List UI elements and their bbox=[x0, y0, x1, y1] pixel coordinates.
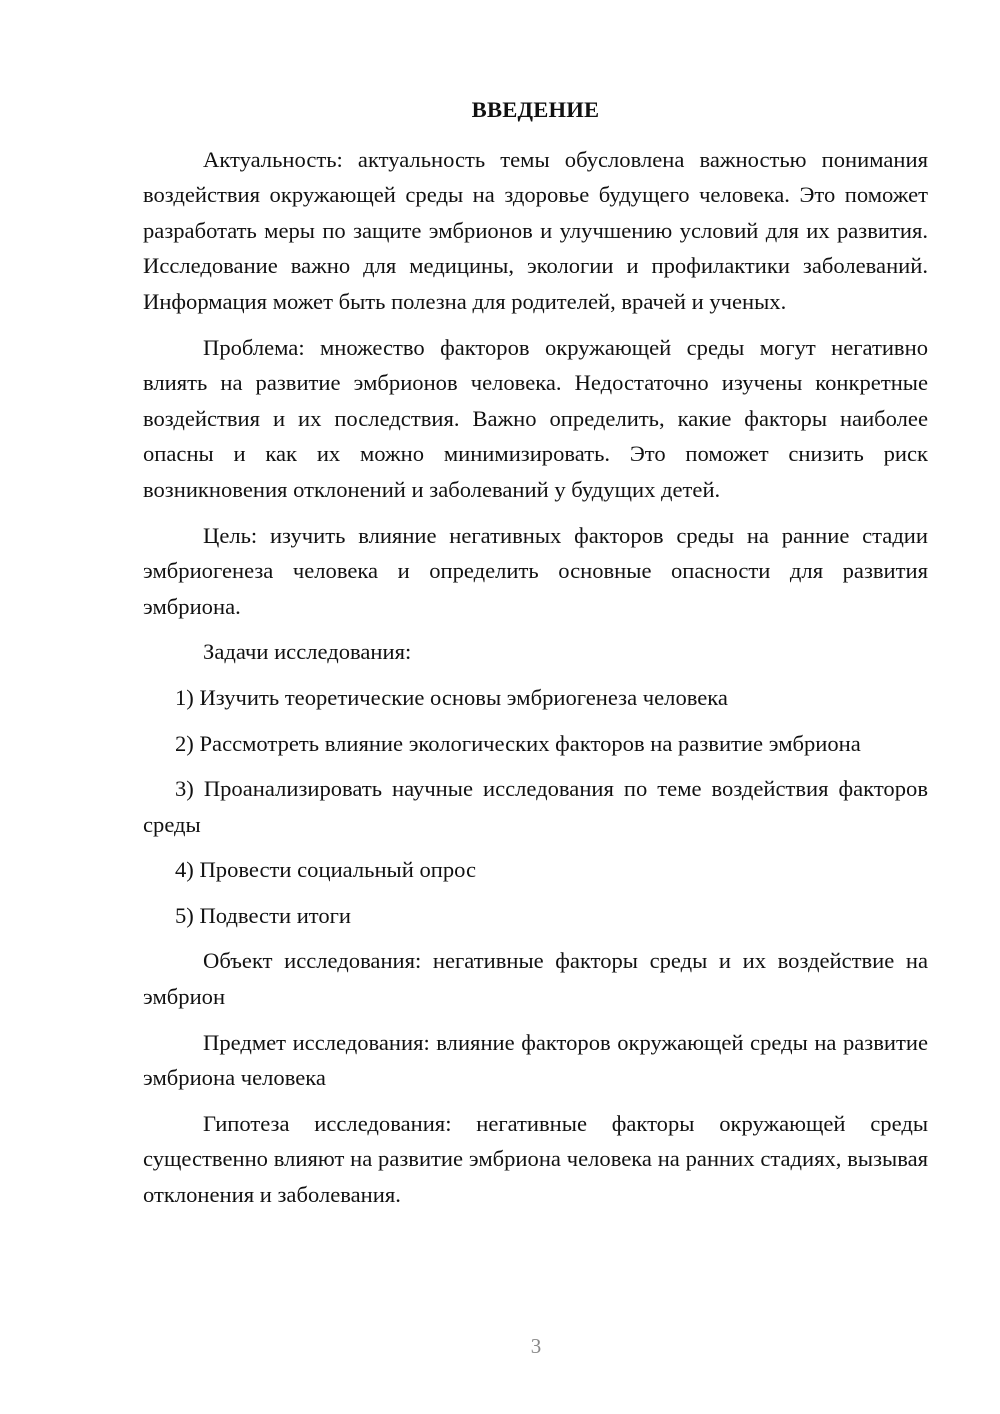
tasks-heading: Задачи исследования: bbox=[203, 639, 412, 665]
object-paragraph: Объект исследования: негативные факторы среды и их воздействие на эмбрион bbox=[143, 948, 928, 1010]
section-title: ВВЕДЕНИЕ bbox=[471, 97, 600, 122]
task-item-5: 5) Подвести итоги bbox=[175, 902, 352, 928]
task-item-4: 4) Провести социальный опрос bbox=[175, 857, 477, 883]
page-content bbox=[143, 92, 928, 1223]
task-item-1: 1) Изучить теоретические основы эмбриогенеза человека bbox=[175, 684, 728, 710]
task-item-2: 2) Рассмотреть влияние экологических факторов на развитие эмбриона bbox=[175, 730, 861, 756]
hypothesis-paragraph: Гипотеза исследования: негативные факторы окружающей среды существенно влияют на развитие эмбриона человека на ранних стадиях, вызывая отклонения и заболевания. bbox=[143, 1110, 928, 1208]
goal-paragraph: Цель: изучить влияние негативных факторов среды на ранние стадии эмбриогенеза человека и определить основные опасности для развития эмбриона. bbox=[143, 522, 928, 619]
task-item-3: 3) Проанализировать научные исследования по теме воздействия факторов среды bbox=[143, 776, 928, 837]
page-number: 3 bbox=[530, 1334, 542, 1358]
relevance-paragraph: Актуальность: актуальность темы обусловлена важностью понимания воздействия окружающей среды на здоровье будущего человека. Это поможет разработать меры по защите эмбрионов и улучшению условий для их развития. Исследование важно для медицины, экологии и профилактики заболеваний. Информация может быть полезна для родителей, врачей и ученых. bbox=[143, 146, 928, 314]
problem-paragraph: Проблема: множество факторов окружающей среды могут негативно влиять на развитие эмбрионов человека. Недостаточно изучены конкретные воздействия и их последствия. Важно определить, какие факторы наиболее опасны и как их можно минимизировать. Это поможет снизить риск возникновения отклонений и заболеваний у будущих детей. bbox=[143, 334, 928, 502]
subject-paragraph: Предмет исследования: влияние факторов окружающей среды на развитие эмбриона человека bbox=[143, 1029, 928, 1091]
